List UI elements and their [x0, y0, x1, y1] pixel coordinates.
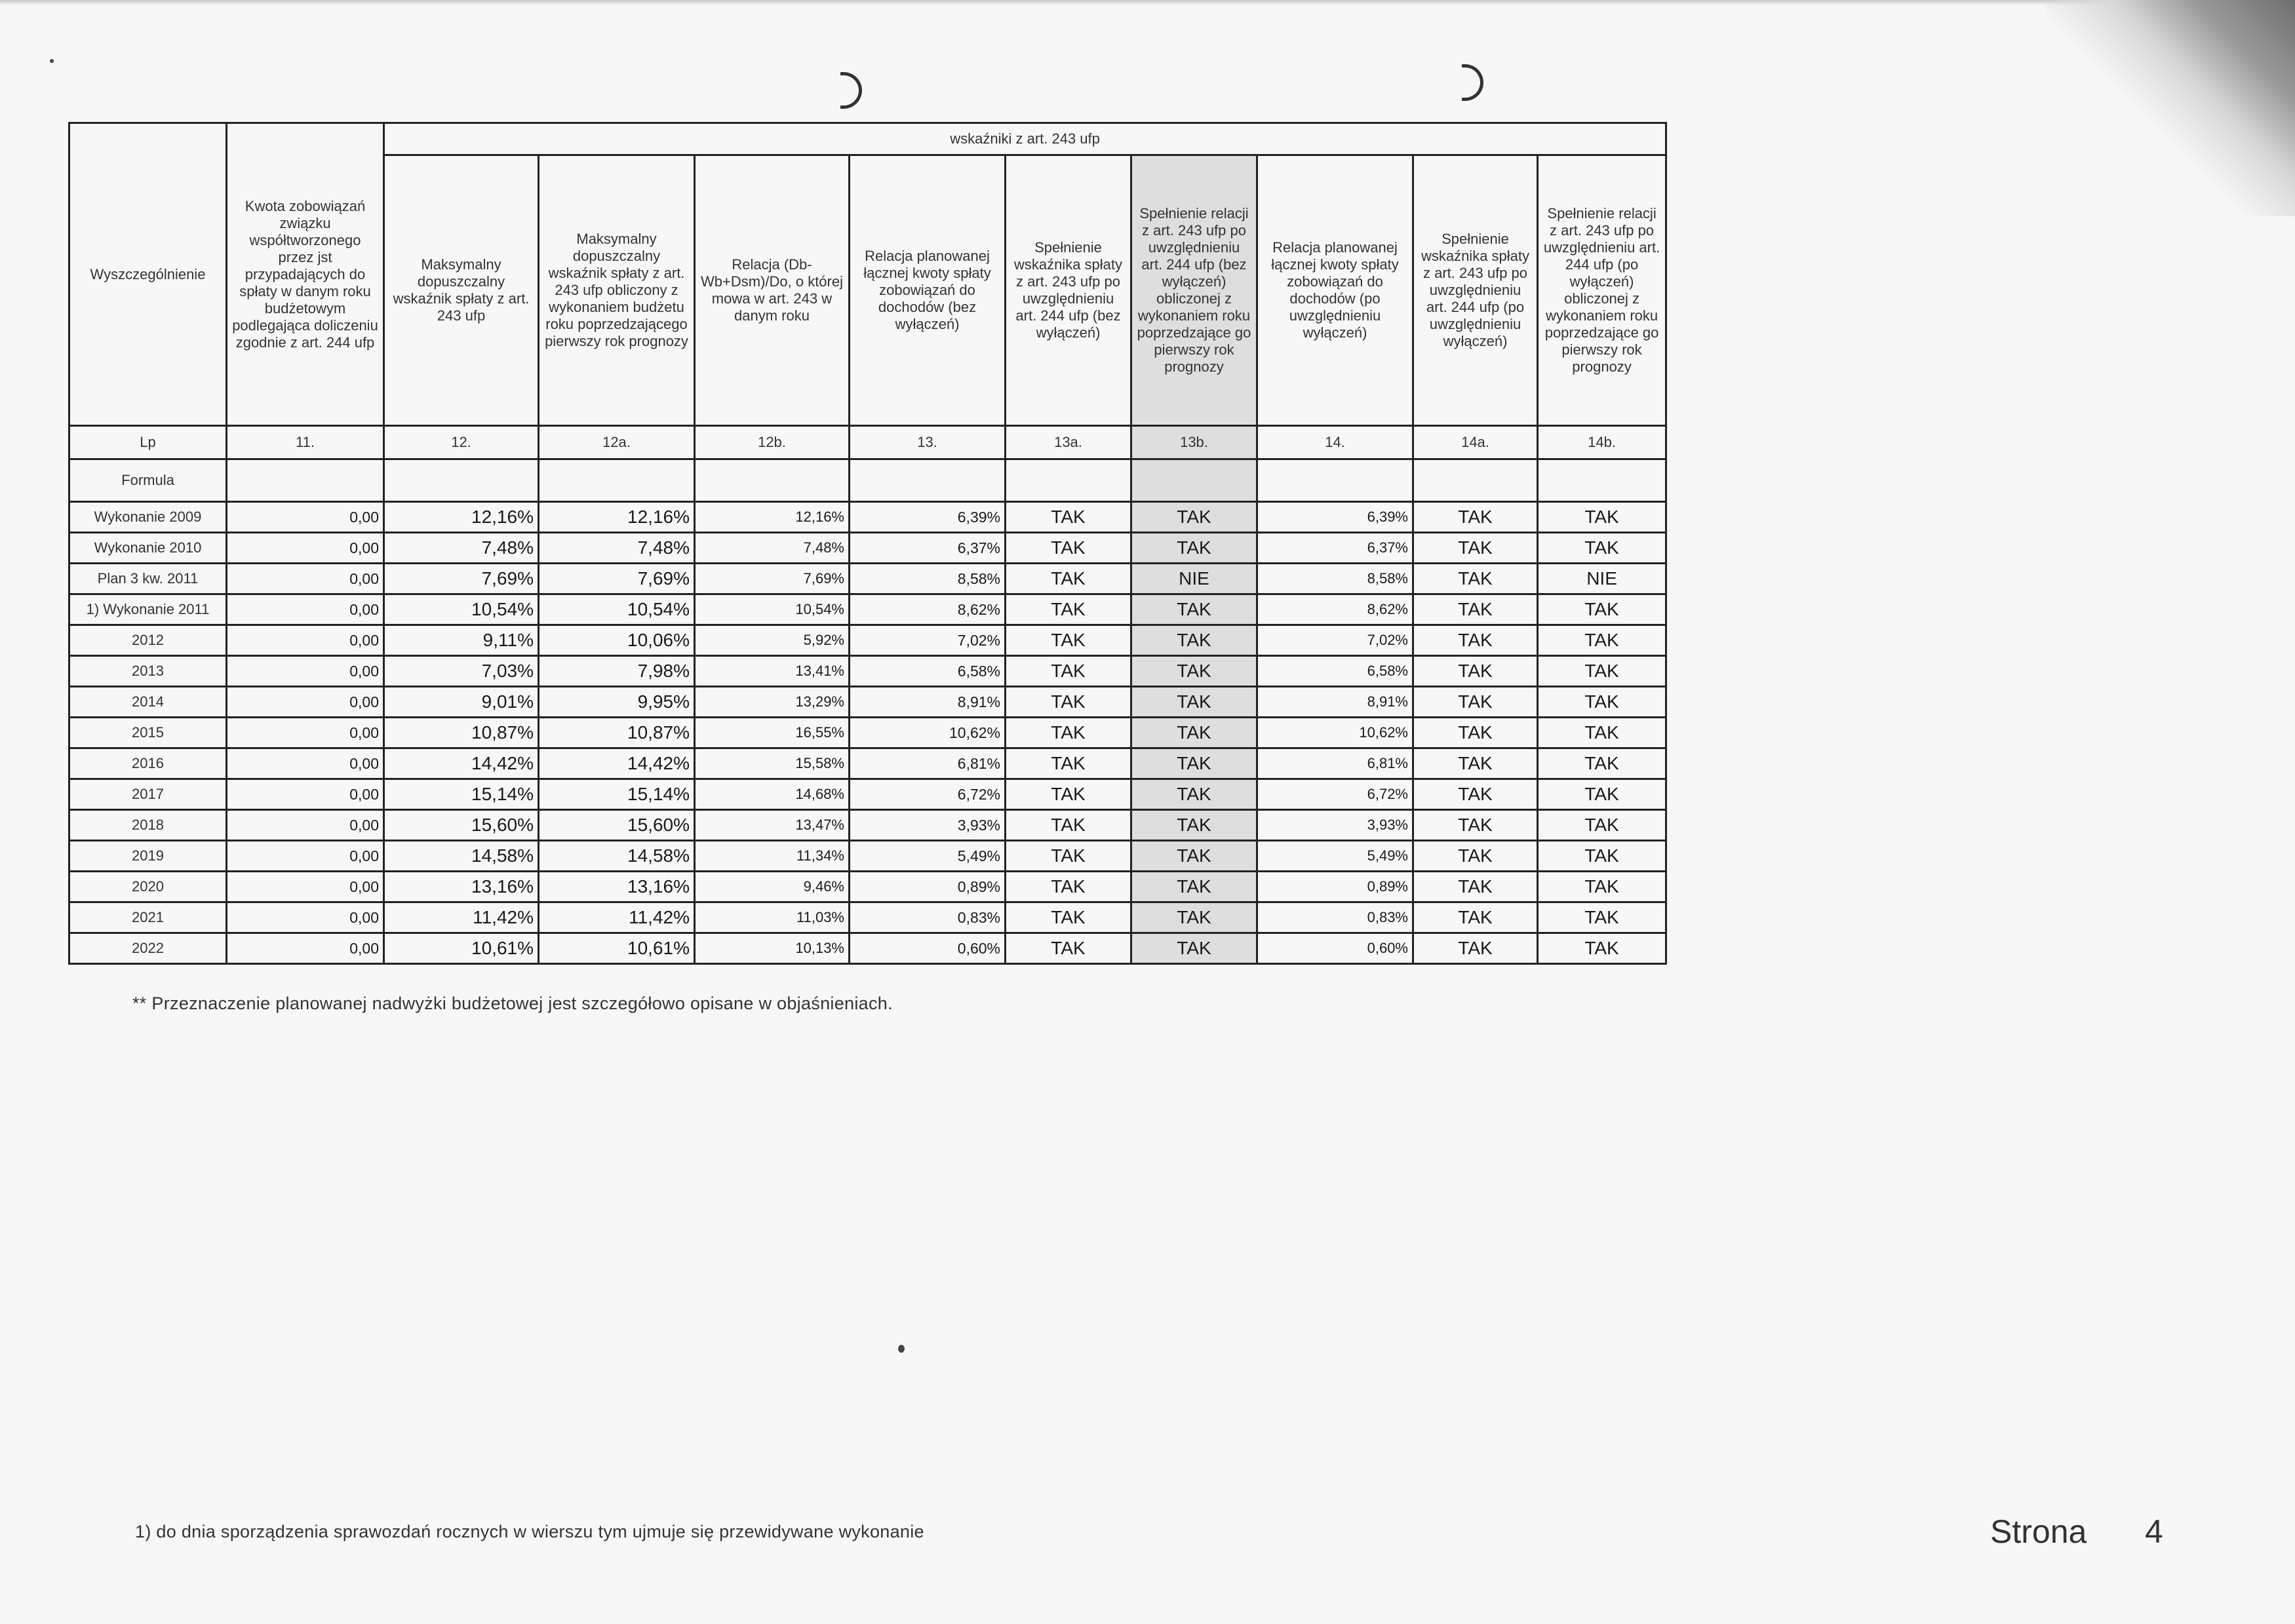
- cell-13b: TAK: [1131, 841, 1257, 872]
- formula-cell: [1257, 459, 1413, 502]
- col-header-wyszczegolnienie: Wyszczególnienie: [69, 123, 227, 426]
- cell-13a: TAK: [1006, 902, 1131, 933]
- cell-14: 6,37%: [1257, 533, 1413, 564]
- cell-13b: TAK: [1131, 594, 1257, 625]
- lp-14a: 14a.: [1413, 426, 1538, 459]
- cell-13: 0,83%: [850, 902, 1006, 933]
- lp-14: 14.: [1257, 426, 1413, 459]
- scan-speck: [898, 1345, 905, 1353]
- cell-12b: 13,47%: [695, 810, 850, 841]
- formula-cell: [1413, 459, 1538, 502]
- cell-14a: TAK: [1413, 902, 1538, 933]
- row-label: Wykonanie 2010: [69, 533, 227, 564]
- lp-11: 11.: [227, 426, 384, 459]
- cell-12b: 7,69%: [695, 564, 850, 594]
- cell-14: 8,58%: [1257, 564, 1413, 594]
- lp-13a: 13a.: [1006, 426, 1131, 459]
- cell-13b: TAK: [1131, 718, 1257, 748]
- cell-14b: TAK: [1538, 748, 1666, 779]
- cell-12: 14,42%: [384, 748, 539, 779]
- cell-13b: TAK: [1131, 625, 1257, 656]
- row-label: 2022: [69, 933, 227, 964]
- col-header-12a: Maksymalny dopuszczalny wskaźnik spłaty z art. 243 ufp obliczony z wykonaniem budżetu roku poprzedzającego pierwszy rok prognozy: [539, 155, 695, 426]
- formula-cell: [1131, 459, 1257, 502]
- row-label: 2014: [69, 687, 227, 718]
- cell-14: 0,89%: [1257, 872, 1413, 902]
- cell-13b: TAK: [1131, 872, 1257, 902]
- cell-14a: TAK: [1413, 748, 1538, 779]
- cell-12b: 9,46%: [695, 872, 850, 902]
- cell-13b: TAK: [1131, 748, 1257, 779]
- table-row: [69, 902, 1666, 933]
- cell-12: 9,01%: [384, 687, 539, 718]
- cell-13a: TAK: [1006, 872, 1131, 902]
- table-row: [69, 841, 1666, 872]
- cell-13: 8,58%: [850, 564, 1006, 594]
- cell-13a: TAK: [1006, 810, 1131, 841]
- cell-11: 0,00: [227, 841, 384, 872]
- cell-13b: TAK: [1131, 902, 1257, 933]
- cell-14: 6,81%: [1257, 748, 1413, 779]
- cell-12a: 14,42%: [539, 748, 695, 779]
- cell-14b: NIE: [1538, 564, 1666, 594]
- cell-14a: TAK: [1413, 687, 1538, 718]
- cell-12a: 10,54%: [539, 594, 695, 625]
- cell-13a: TAK: [1006, 564, 1131, 594]
- lp-14b: 14b.: [1538, 426, 1666, 459]
- formula-cell: [539, 459, 695, 502]
- row-label: 1) Wykonanie 2011: [69, 594, 227, 625]
- cell-11: 0,00: [227, 687, 384, 718]
- lp-13: 13.: [850, 426, 1006, 459]
- row-label: 2020: [69, 872, 227, 902]
- cell-12b: 13,41%: [695, 656, 850, 687]
- cell-13: 6,81%: [850, 748, 1006, 779]
- punch-hole-left: [840, 72, 862, 109]
- cell-13a: TAK: [1006, 933, 1131, 964]
- table-row: [69, 564, 1666, 594]
- cell-12: 15,60%: [384, 810, 539, 841]
- cell-13b: TAK: [1131, 502, 1257, 533]
- footnote: 1) do dnia sporządzenia sprawozdań rocznych w wierszu tym ujmuje się przewidywane wykonanie: [135, 1522, 924, 1541]
- formula-cell: [1538, 459, 1666, 502]
- formula-cell: [695, 459, 850, 502]
- cell-12: 13,16%: [384, 872, 539, 902]
- cell-12: 7,69%: [384, 564, 539, 594]
- cell-12a: 11,42%: [539, 902, 695, 933]
- cell-14b: TAK: [1538, 533, 1666, 564]
- cell-13a: TAK: [1006, 533, 1131, 564]
- cell-11: 0,00: [227, 533, 384, 564]
- cell-14b: TAK: [1538, 625, 1666, 656]
- cell-11: 0,00: [227, 564, 384, 594]
- cell-14: 6,39%: [1257, 502, 1413, 533]
- cell-14a: TAK: [1413, 810, 1538, 841]
- table-row: [69, 779, 1666, 810]
- cell-12: 14,58%: [384, 841, 539, 872]
- cell-12a: 10,06%: [539, 625, 695, 656]
- formula-cell: [850, 459, 1006, 502]
- lp-12: 12.: [384, 426, 539, 459]
- cell-14b: TAK: [1538, 872, 1666, 902]
- cell-14: 8,91%: [1257, 687, 1413, 718]
- cell-12b: 5,92%: [695, 625, 850, 656]
- cell-14: 10,62%: [1257, 718, 1413, 748]
- cell-12a: 7,69%: [539, 564, 695, 594]
- cell-14a: TAK: [1413, 718, 1538, 748]
- cell-12a: 10,61%: [539, 933, 695, 964]
- table-row: [69, 625, 1666, 656]
- cell-12: 7,03%: [384, 656, 539, 687]
- col-header-14b: Spełnienie relacji z art. 243 ufp po uwzględnieniu art. 244 ufp (po wyłączeń) obliczonej z wykonaniem roku poprzedzające go pierwszy rok prognozy: [1538, 155, 1666, 426]
- col-header-14: Relacja planowanej łącznej kwoty spłaty zobowiązań do dochodów (po uwzględnieniu wyłączeń): [1257, 155, 1413, 426]
- table-row: [69, 872, 1666, 902]
- row-label: 2015: [69, 718, 227, 748]
- cell-13b: TAK: [1131, 656, 1257, 687]
- cell-14a: TAK: [1413, 779, 1538, 810]
- cell-14b: TAK: [1538, 810, 1666, 841]
- formula-cell: [227, 459, 384, 502]
- cell-13: 3,93%: [850, 810, 1006, 841]
- table-row: [69, 718, 1666, 748]
- cell-12b: 11,03%: [695, 902, 850, 933]
- table-row: [69, 933, 1666, 964]
- row-label: 2017: [69, 779, 227, 810]
- cell-12: 10,61%: [384, 933, 539, 964]
- lp-12b: 12b.: [695, 426, 850, 459]
- cell-11: 0,00: [227, 748, 384, 779]
- cell-12a: 12,16%: [539, 502, 695, 533]
- cell-12a: 15,60%: [539, 810, 695, 841]
- cell-14a: TAK: [1413, 933, 1538, 964]
- cell-13: 8,62%: [850, 594, 1006, 625]
- cell-13: 6,39%: [850, 502, 1006, 533]
- scan-speck: [50, 59, 54, 63]
- punch-hole-right: [1462, 64, 1483, 101]
- cell-12b: 13,29%: [695, 687, 850, 718]
- cell-14: 6,58%: [1257, 656, 1413, 687]
- cell-13a: TAK: [1006, 502, 1131, 533]
- cell-11: 0,00: [227, 625, 384, 656]
- cell-14b: TAK: [1538, 687, 1666, 718]
- cell-14: 5,49%: [1257, 841, 1413, 872]
- cell-14b: TAK: [1538, 718, 1666, 748]
- cell-14a: TAK: [1413, 625, 1538, 656]
- row-label: Plan 3 kw. 2011: [69, 564, 227, 594]
- cell-13b: NIE: [1131, 564, 1257, 594]
- cell-12b: 7,48%: [695, 533, 850, 564]
- cell-12a: 7,98%: [539, 656, 695, 687]
- cell-14: 7,02%: [1257, 625, 1413, 656]
- page-label: Strona: [1990, 1513, 2087, 1550]
- cell-13: 7,02%: [850, 625, 1006, 656]
- cell-11: 0,00: [227, 718, 384, 748]
- row-label: 2019: [69, 841, 227, 872]
- table-row: [69, 533, 1666, 564]
- cell-12: 7,48%: [384, 533, 539, 564]
- cell-14: 0,60%: [1257, 933, 1413, 964]
- table-row: [69, 594, 1666, 625]
- cell-13a: TAK: [1006, 687, 1131, 718]
- cell-12a: 14,58%: [539, 841, 695, 872]
- formula-cell: [1006, 459, 1131, 502]
- cell-13: 6,72%: [850, 779, 1006, 810]
- cell-11: 0,00: [227, 872, 384, 902]
- cell-14a: TAK: [1413, 502, 1538, 533]
- cell-13: 6,37%: [850, 533, 1006, 564]
- col-header-13b: Spełnienie relacji z art. 243 ufp po uwzględnieniu art. 244 ufp (bez wyłączeń) obliczonej z wykonaniem roku poprzedzające go pierwszy rok prognozy: [1131, 155, 1257, 426]
- cell-12: 12,16%: [384, 502, 539, 533]
- column-number-row: [69, 426, 1666, 459]
- cell-13a: TAK: [1006, 841, 1131, 872]
- cell-14b: TAK: [1538, 594, 1666, 625]
- cell-12b: 14,68%: [695, 779, 850, 810]
- group-header: wskaźniki z art. 243 ufp: [384, 123, 1666, 155]
- cell-12b: 10,13%: [695, 933, 850, 964]
- col-header-13: Relacja planowanej łącznej kwoty spłaty zobowiązań do dochodów (bez wyłączeń): [850, 155, 1006, 426]
- col-header-14a: Spełnienie wskaźnika spłaty z art. 243 ufp po uwzględnieniu art. 244 ufp (po uwzględnieniu wyłączeń): [1413, 155, 1538, 426]
- cell-12b: 15,58%: [695, 748, 850, 779]
- cell-14a: TAK: [1413, 872, 1538, 902]
- cell-12a: 15,14%: [539, 779, 695, 810]
- cell-13: 0,60%: [850, 933, 1006, 964]
- cell-12b: 10,54%: [695, 594, 850, 625]
- cell-13a: TAK: [1006, 779, 1131, 810]
- formula-label: Formula: [69, 459, 227, 502]
- scan-corner-shadow: [2046, 0, 2295, 216]
- cell-12a: 9,95%: [539, 687, 695, 718]
- row-label: 2013: [69, 656, 227, 687]
- cell-11: 0,00: [227, 502, 384, 533]
- cell-13a: TAK: [1006, 625, 1131, 656]
- cell-12b: 11,34%: [695, 841, 850, 872]
- cell-14b: TAK: [1538, 902, 1666, 933]
- table-row: [69, 687, 1666, 718]
- cell-12a: 10,87%: [539, 718, 695, 748]
- cell-12: 11,42%: [384, 902, 539, 933]
- cell-13: 5,49%: [850, 841, 1006, 872]
- cell-13a: TAK: [1006, 748, 1131, 779]
- col-header-12: Maksymalny dopuszczalny wskaźnik spłaty z art. 243 ufp: [384, 155, 539, 426]
- cell-13b: TAK: [1131, 533, 1257, 564]
- cell-11: 0,00: [227, 656, 384, 687]
- formula-row: [69, 459, 1666, 502]
- cell-14a: TAK: [1413, 564, 1538, 594]
- cell-14b: TAK: [1538, 779, 1666, 810]
- page-number: 4: [2145, 1513, 2163, 1550]
- col-header-13a: Spełnienie wskaźnika spłaty z art. 243 ufp po uwzględnieniu art. 244 ufp (bez wyłączeń): [1006, 155, 1131, 426]
- cell-12b: 12,16%: [695, 502, 850, 533]
- row-label: 2012: [69, 625, 227, 656]
- cell-14: 3,93%: [1257, 810, 1413, 841]
- cell-14a: TAK: [1413, 533, 1538, 564]
- table-row: [69, 656, 1666, 687]
- cell-13: 0,89%: [850, 872, 1006, 902]
- cell-14a: TAK: [1413, 656, 1538, 687]
- cell-12a: 13,16%: [539, 872, 695, 902]
- col-header-11: Kwota zobowiązań związku współtworzonego przez jst przypadających do spłaty w danym roku budżetowym podlegająca doliczeniu zgodnie z art. 244 ufp: [227, 123, 384, 426]
- cell-11: 0,00: [227, 779, 384, 810]
- cell-12: 10,54%: [384, 594, 539, 625]
- cell-13: 8,91%: [850, 687, 1006, 718]
- cell-13b: TAK: [1131, 810, 1257, 841]
- cell-14b: TAK: [1538, 933, 1666, 964]
- cell-14: 6,72%: [1257, 779, 1413, 810]
- row-label: 2018: [69, 810, 227, 841]
- cell-14: 8,62%: [1257, 594, 1413, 625]
- cell-13a: TAK: [1006, 656, 1131, 687]
- cell-14a: TAK: [1413, 841, 1538, 872]
- cell-13b: TAK: [1131, 687, 1257, 718]
- row-label: 2016: [69, 748, 227, 779]
- formula-cell: [384, 459, 539, 502]
- cell-13a: TAK: [1006, 594, 1131, 625]
- cell-14b: TAK: [1538, 656, 1666, 687]
- cell-11: 0,00: [227, 902, 384, 933]
- cell-13b: TAK: [1131, 933, 1257, 964]
- col-header-12b: Relacja (Db-Wb+Dsm)/Do, o której mowa w art. 243 w danym roku: [695, 155, 850, 426]
- cell-12a: 7,48%: [539, 533, 695, 564]
- lp-12a: 12a.: [539, 426, 695, 459]
- surplus-note: ** Przeznaczenie planowanej nadwyżki budżetowej jest szczegółowo opisane w objaśnieniach.: [132, 994, 893, 1013]
- cell-14: 0,83%: [1257, 902, 1413, 933]
- table-row: [69, 748, 1666, 779]
- cell-14b: TAK: [1538, 502, 1666, 533]
- cell-12: 9,11%: [384, 625, 539, 656]
- cell-13b: TAK: [1131, 779, 1257, 810]
- cell-13: 10,62%: [850, 718, 1006, 748]
- cell-14b: TAK: [1538, 841, 1666, 872]
- table-row: [69, 502, 1666, 533]
- lp-13b: 13b.: [1131, 426, 1257, 459]
- cell-13a: TAK: [1006, 718, 1131, 748]
- row-label: 2021: [69, 902, 227, 933]
- cell-11: 0,00: [227, 933, 384, 964]
- cell-12b: 16,55%: [695, 718, 850, 748]
- cell-11: 0,00: [227, 810, 384, 841]
- cell-11: 0,00: [227, 594, 384, 625]
- cell-14a: TAK: [1413, 594, 1538, 625]
- lp-label: Lp: [69, 426, 227, 459]
- cell-13: 6,58%: [850, 656, 1006, 687]
- scan-top-edge: [0, 0, 2295, 5]
- cell-12: 15,14%: [384, 779, 539, 810]
- debt-indicator-table: [68, 122, 1667, 965]
- cell-12: 10,87%: [384, 718, 539, 748]
- row-label: Wykonanie 2009: [69, 502, 227, 533]
- table-row: [69, 810, 1666, 841]
